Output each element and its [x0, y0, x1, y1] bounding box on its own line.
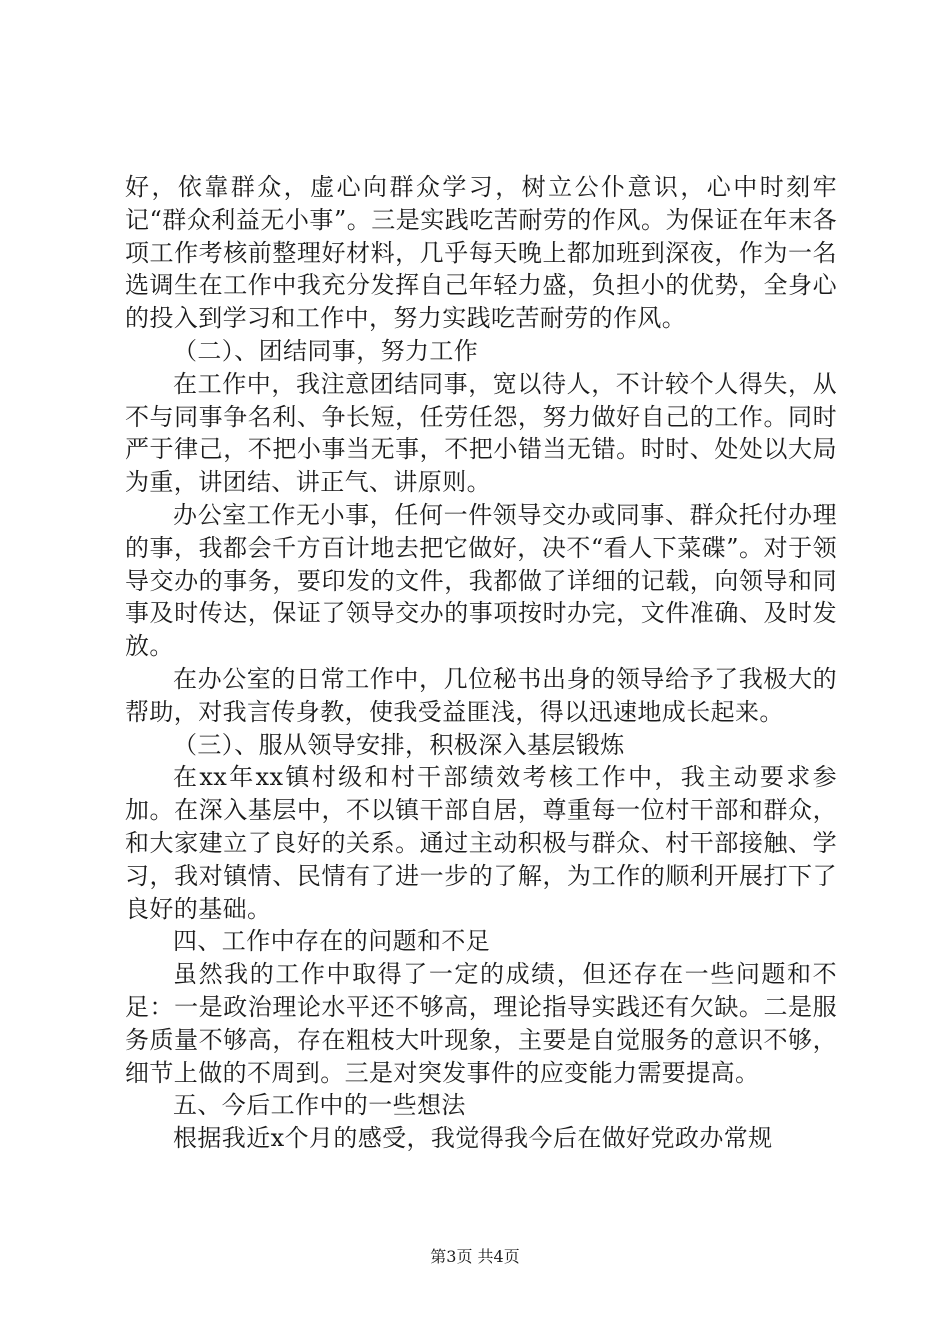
paragraph-1: 好，依靠群众，虚心向群众学习，树立公仆意识，心中时刻牢记“群众利益无小事”。三是实践吃苦耐劳的作风。为保证在年末各项工作考核前整理好材料，几乎每天晚上都加班到深夜，作为一名选调生在工作中我充分发挥自己年轻力盛，负担小的优势，全身心的投入到学习和工作中，努力实践吃苦耐劳的作风。 — [125, 173, 837, 333]
paragraph-2: 在工作中，我注意团结同事，宽以待人，不计较个人得失，从不与同事争名利、争长短，任劳任怨，努力做好自己的工作。同时严于律己，不把小事当无事，不把小错当无错。时时、处处以大局为重，讲团结、讲正气、讲原则。 — [125, 369, 837, 497]
paragraph-6: 虽然我的工作中取得了一定的成绩，但还存在一些问题和不足：一是政治理论水平还不够高，理论指导实践还有欠缺。二是服务质量不够高，存在粗枝大叶现象，主要是自觉服务的意识不够，细节上做的不周到。三是对突发事件的应变能力需要提高。 — [125, 960, 837, 1087]
page-footer: 第3页 共4页 — [430, 1247, 520, 1266]
section-heading-4: 四、工作中存在的问题和不足 — [173, 927, 491, 956]
section-heading-3: （三）、服从领导安排，积极深入基层锻炼 — [173, 730, 625, 759]
paragraph-3: 办公室工作无小事，任何一件领导交办或同事、群众托付办理的事，我都会千方百计地去把它做好，决不“看人下菜碟”。对于领导交办的事务，要印发的文件，我都做了详细的记载，向领导和同事及时传达，保证了领导交办的事项按时办完，文件准确、及时发放。 — [125, 500, 837, 661]
paragraph-7: 根据我近x个月的感受，我觉得我今后在做好党政办常规 — [173, 1124, 773, 1153]
document-body — [125, 171, 837, 1155]
section-heading-2: （二）、团结同事，努力工作 — [173, 336, 479, 365]
paragraph-4: 在办公室的日常工作中，几位秘书出身的领导给予了我极大的帮助，对我言传身教，使我受益匪浅，得以迅速地成长起来。 — [125, 664, 837, 726]
paragraph-5: 在xx年xx镇村级和村干部绩效考核工作中，我主动要求参加。在深入基层中，不以镇干部自居，尊重每一位村干部和群众，和大家建立了良好的关系。通过主动积极与群众、村干部接触、学习，我对镇情、民情有了进一步的了解，为工作的顺利开展打下了良好的基础。 — [125, 763, 837, 923]
section-heading-5: 五、今后工作中的一些想法 — [173, 1091, 466, 1120]
